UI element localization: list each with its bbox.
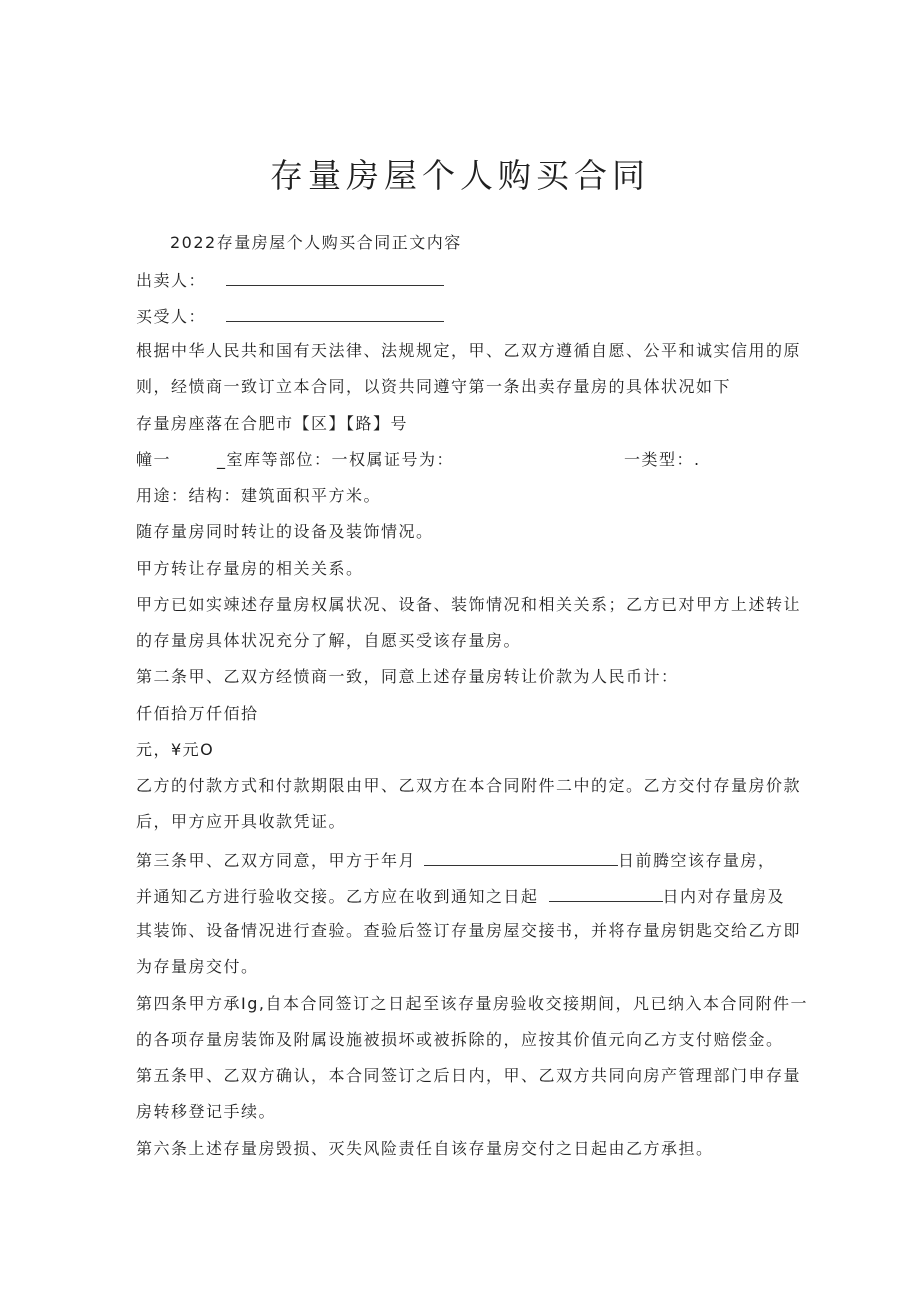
article-4-line-1: 第四条甲方承Ig,自本合同签订之日起至该存量房验收交接期间，凡已纳入本合同附件一 [136,994,808,1013]
subtitle: 2022存量房屋个人购买合同正文内容 [170,233,462,252]
buyer-label: 买受人： [136,307,207,326]
article-3-a: 第三条甲、乙双方同意，甲方于年月 [136,851,417,870]
seller-label: 出卖人： [136,271,207,290]
article-3-line-1 [136,849,776,871]
unit-line [136,450,701,470]
seller-blank[interactable] [226,269,444,286]
article-3-line-3: 其装饰、设备情况进行查验。查验后签订存量房屋交接书，并将存量房钥匙交给乙方即 [136,921,802,940]
article-3-line-4: 为存量房交付。 [136,957,259,976]
unit-b: _室库等部位：一权属证号为： [217,450,455,469]
usage-line: 用途：结构：建筑面积平方米。 [136,486,382,505]
amount-words: 仟佰拾万仟佰拾 [136,704,259,723]
payment-line-2: 后，甲方应开具收款凭证。 [136,812,347,831]
document-title: 存量房屋个人购买合同 [270,156,650,195]
buyer-line [136,305,444,327]
inspection-days-blank[interactable] [549,885,663,902]
paragraph-1-line-2: 则，经愤商一致订立本合同，以资共同遵守第一条出卖存量房的具体状况如下 [136,377,732,396]
paragraph-2-line-1: 甲方已如实竦述存量房权属状况、设备、装饰情况和相关关系；乙方已对甲方上述转让 [136,595,802,614]
payment-line-1: 乙方的付款方式和付款期限由甲、乙双方在本合同附件二中的定。乙方交付存量房价款 [136,776,802,795]
article-5-line-1: 第五条甲、乙双方确认，本合同签订之后日内，甲、乙双方共同向房产管理部门申存量 [136,1066,802,1085]
unit-a: 幢一 [136,450,172,469]
equipment-line: 随存量房同时转让的设备及装饰情况。 [136,522,434,541]
article-5-line-2: 房转移登记手续。 [136,1102,277,1121]
article-3-d: 日内对存量房及 [662,887,786,906]
amount-yuan: 元，¥元O [136,740,215,759]
article-3-b: 日前腾空该存量房， [618,851,776,870]
location-line: 存量房座落在合肥市【区】【路】号 [136,414,409,433]
article-3-c: 并通知乙方进行验收交接。乙方应在收到通知之日起 [136,887,539,906]
article-2: 第二条甲、乙双方经愤商一致，同意上述存量房转让价款为人民币计： [136,667,679,686]
paragraph-2-line-2: 的存量房具体状况充分了解，自愿买受该存量房。 [136,631,522,650]
article-6: 第六条上述存量房毁损、灭失风险责任自该存量房交付之日起由乙方承担。 [136,1139,714,1158]
unit-c: 一类型：. [624,450,701,469]
vacate-date-blank[interactable] [424,849,618,866]
paragraph-1-line-1: 根据中华人民共和国有天法律、法规规定，甲、乙双方遵循自愿、公平和诚实信用的原 [136,341,802,360]
seller-line [136,269,444,291]
buyer-blank[interactable] [226,305,444,322]
article-3-line-2 [136,885,785,907]
relations-line: 甲方转让存量房的相关关系。 [136,559,364,578]
article-4-line-2: 的各项存量房装饰及附属设施被损坏或被拆除的，应按其价值元向乙方支付赔偿金。 [136,1030,784,1049]
